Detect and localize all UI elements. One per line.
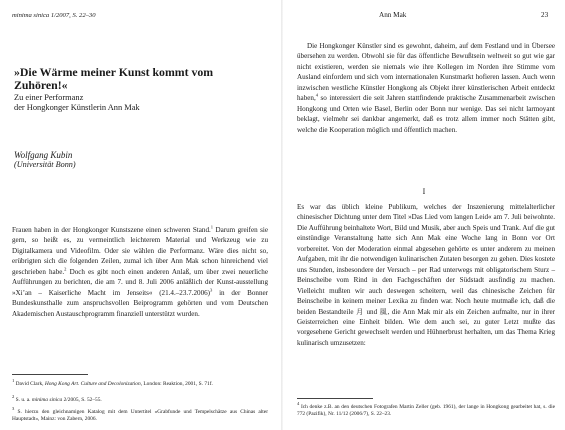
running-head-author: Ann Mak (379, 11, 407, 19)
body-text: so interessiert die seit Jahren stattfindende praktische Zusammenarbeit zwischen Hongkong und Orten wie Basel, Berlin oder Bonn nur wenige. Das sei nicht larmoyant beklagt, vielmehr sei dankbar angemerkt, daß es trotz allem immer noch Stätten gibt, welche die Kooperation möglich und öffentlich machen. (297, 94, 555, 134)
footnote-ref-4[interactable]: 4 (315, 92, 319, 98)
subtitle-line-2: der Hongkonger Künstlerin Ann Mak (14, 103, 140, 112)
footnote-divider (297, 398, 373, 399)
footnote-text: , London: Reaktion, 2001, S. 71f. (140, 381, 213, 387)
paragraph-section-one: Es war das üblich kleine Publikum, welches der Inszenierung mittelalterlicher chinesischer Dichtung unter dem Titel »Das Lied vom langen Leid« am 7. Juli beiwohnte. Die Aufführung beinhaltete Wort, Bild und Musik, aber auch Speis und Trank. Auf die gut einstündige Veranstaltung hatte sich Ann Mak eine Woche lang in Bonn vor Ort vorbereitet. Von der Moderation einmal abgesehen gehörte es unter anderem zu meinen Aufgaben, mit ihr die notwendigen kulinarischen Zutaten besorgen zu gehen. Dies kostete uns Stunden, insbesondere der Versuch – per Rad unterwegs mit obligatorischem Sturz – Beinscheibe vom Rind in den Fachgeschäften der Südstadt ausfindig zu machen. Vielleicht mußten wir auch deswegen scheitern, weil das chinesische Zeichen für Beinscheibe in keinem meiner Lexika zu finden war. Noch heute mutmaße ich, daß die beiden Bestandteile 月 und 風, die Ann Mak mir als ein Zeichen aufmalte, nur in ihrer Geisterreichen eine Einheit bilden. Wie dem auch sei, zu guter Letzt mußte das vorgesehene Gericht gewechselt werden und Hühnerbrust herhalten, um das Thema Krieg kulinarisch umzusetzen: (297, 203, 555, 347)
right-page (283, 0, 565, 430)
page-number: 23 (541, 11, 549, 19)
footnote-3 (12, 406, 268, 423)
footnote-text: S. u. a. (14, 397, 32, 403)
left-page (0, 0, 282, 430)
section-heading: I (422, 187, 426, 196)
subtitle-line-1: Zu einer Performanz (14, 93, 84, 102)
author-name: Wolfgang Kubin (14, 150, 73, 160)
footnote-number: 4 (297, 401, 300, 407)
footnote-number: 3 (12, 406, 15, 412)
footnote-text: David Clark, (14, 381, 45, 387)
footnote-divider (12, 374, 88, 375)
intro-paragraph (12, 225, 268, 319)
footnote-number: 2 (12, 394, 15, 400)
body-text: Darum greifen sie gern, so heißt es, zu vermeintlich leichterem Material und Werkzeug wie zu Digitalkamera und Videofilm. Oder sie wählen die Performanz. Wäre dies nicht so, erübrigten sich die folgenden Zeilen, zumal ich über Ann Mak schon hinreichend viel geschrieben habe. (12, 226, 268, 276)
footnote-ref-3[interactable]: 3 (210, 287, 213, 293)
footnote-4 (297, 401, 555, 418)
body-text: Die Hongkonger Künstler sind es gewohnt, daheim, auf dem Festland und in Übersee übersehen zu werden. Obwohl sie für das öffentliche Bewußtsein weltweit so gut wie gar nicht existieren, werden sie niemals wie ihre Kollegen im Norden ihre Stimme vom Ausland einfordern und sich vom internationalen Kunstmarkt hofieren lassen. Auch wenn inzwischen westliche Künstler Hongkong als Objekt ihrer künstlerischen Arbeit entdeckt haben, (297, 42, 555, 103)
footnote-journal-title: minima sinica (31, 397, 63, 403)
article-subtitle (14, 93, 264, 113)
footnote-number: 1 (12, 378, 15, 384)
footnote-text: S. hierzu den gleichnamigen Katalog mit dem Untertitel »Grabfunde und Tempelschätze aus Chinas alter Hauptstadt«, Mainz: von Zabern, 2006. (12, 409, 268, 422)
footnote-1 (12, 378, 268, 388)
footnote-text: 2/2005, S. 52–55. (62, 397, 102, 403)
article-title: »Die Wärme meiner Kunst kommt vom Zuhören!« (14, 65, 214, 92)
author-affiliation: (Universität Bonn) (14, 160, 76, 169)
body-text: Doch es gibt noch einen anderen Anlaß, um über zwei neuerliche Aufführungen zu berichten, die am 7. und 8. Juli 2006 anläßlich der Kunst-ausstellung »Xi’an – Kaiserliche Macht im Jenseits« (21.4.–23.7.2006) (12, 267, 268, 297)
paragraph-hongkong-artists (297, 41, 555, 135)
footnote-ref-1[interactable]: 1 (210, 224, 214, 230)
footnote-book-title: Hong Kong Art. Culture and Decolonization (44, 381, 141, 387)
body-text: in der Bonner Bundeskunsthalle zum anspruchsvollen Beiprogramm gehörten und vom Deutschen Akademischen Austauschprogramm finanziell unterstützt wurden. (12, 288, 268, 318)
footnote-ref-2[interactable]: 2 (64, 266, 67, 272)
body-text: Frauen haben in der Hongkonger Kunstszene einen schweren Stand. (12, 226, 211, 234)
running-head-journal: minima sinica 1/2007, S. 22–30 (12, 12, 96, 19)
footnote-2 (12, 394, 268, 404)
footnote-text: Ich denke z.B. an den deutschen Fotografen Martin Zeller (geb. 1961), der lange in Hongkong gearbeitet hat, s. die 772 (Pazifik), Nr. 11/12 (2006/7), S. 22–23. (297, 404, 555, 417)
